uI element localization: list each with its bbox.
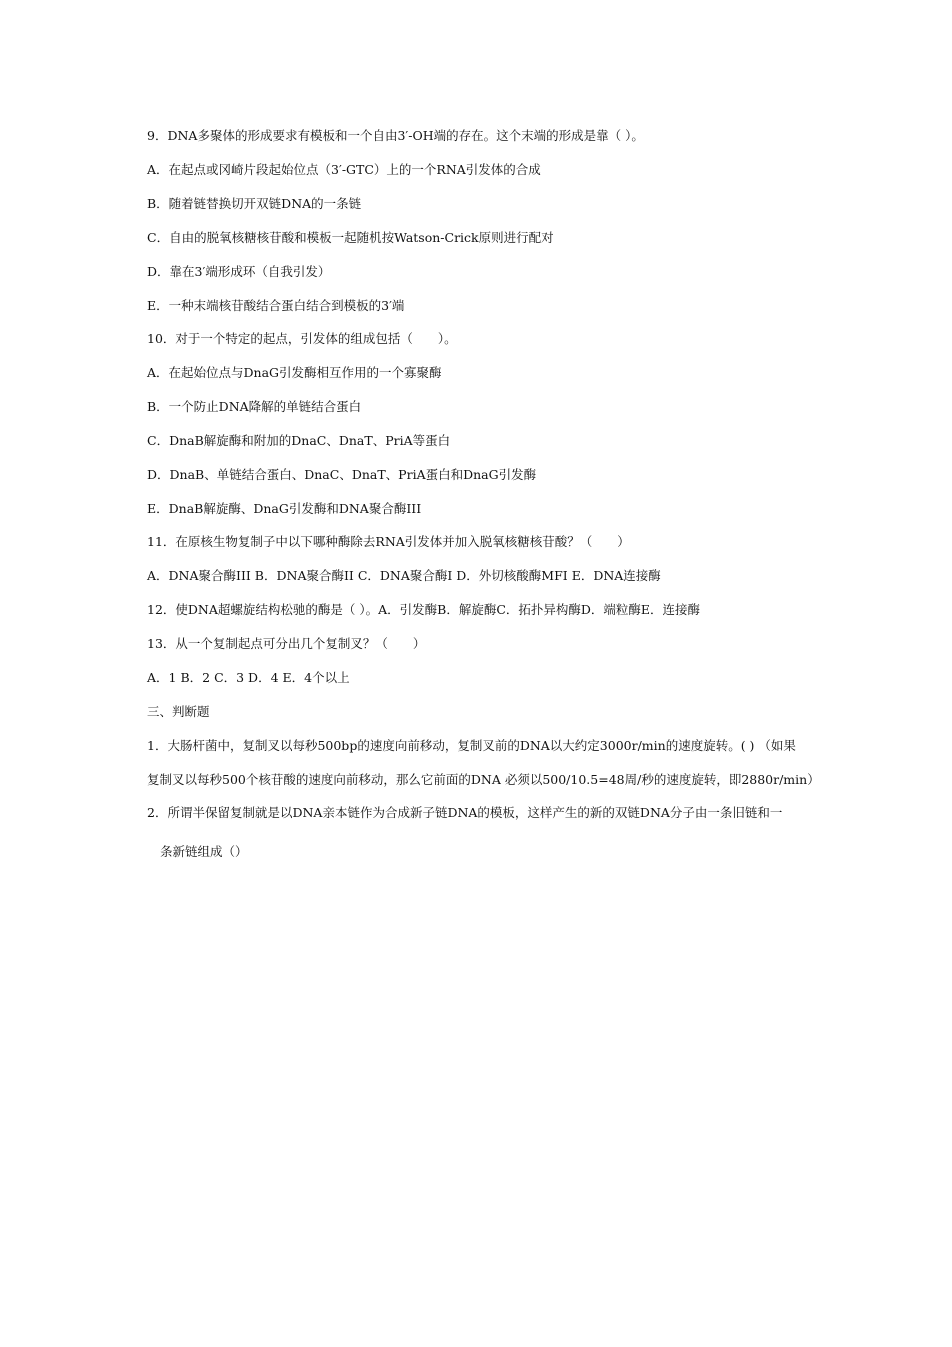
question-9-option-d: D．靠在3′端形成环（自我引发） <box>147 264 331 279</box>
question-10-option-b: B．一个防止DNA降解的单链结合蛋白 <box>147 399 362 414</box>
question-9-option-e: E．一种末端核苷酸结合蛋白结合到模板的3′端 <box>147 298 405 313</box>
question-13-stem: 13．从一个复制起点可分出几个复制叉？（ ） <box>147 636 426 651</box>
question-10-option-d: D．DnaB、单链结合蛋白、DnaC、DnaT、PriA蛋白和DnaG引发酶 <box>147 467 537 482</box>
question-9-option-b: B．随着链替换切开双链DNA的一条链 <box>147 196 362 211</box>
tf-question-2-line-1: 2．所谓半保留复制就是以DNA亲本链作为合成新子链DNA的模板，这样产生的新的双链DNA分子由一条旧链和一 <box>147 805 783 820</box>
question-9-stem: 9．DNA多聚体的形成要求有模板和一个自由3′-OH端的存在。这个末端的形成是靠（ ）。 <box>147 128 644 143</box>
question-11-options: A．DNA聚合酶III B．DNA聚合酶II C．DNA聚合酶I D．外切核酸酶MFI E．DNA连接酶 <box>147 568 661 583</box>
question-9-option-a: A．在起点或冈崎片段起始位点（3′-GTC）上的一个RNA引发体的合成 <box>147 162 541 177</box>
question-11-stem: 11．在原核生物复制子中以下哪种酶除去RNA引发体并加入脱氧核糖核苷酸？（ ） <box>147 534 630 549</box>
question-9-option-c: C．自由的脱氧核糖核苷酸和模板一起随机按Watson-Crick原则进行配对 <box>147 230 554 245</box>
tf-question-1-line-1: 1．大肠杆菌中，复制叉以每秒500bp的速度向前移动，复制叉前的DNA以大约定3000r/min的速度旋转。( ) （如果 <box>147 738 796 753</box>
question-10-option-c: C．DnaB解旋酶和附加的DnaC、DnaT、PriA等蛋白 <box>147 433 451 448</box>
question-10-option-a: A．在起始位点与DnaG引发酶相互作用的一个寡聚酶 <box>147 365 442 380</box>
tf-question-1-line-2: 复制叉以每秒500个核苷酸的速度向前移动，那么它前面的DNA 必须以500/10.5=48周/秒的速度旋转，即2880r/min） <box>147 772 820 787</box>
question-10-stem: 10．对于一个特定的起点，引发体的组成包括（ ）。 <box>147 331 457 346</box>
question-13-options: A．1 B．2 C．3 D．4 E．4个以上 <box>147 670 350 685</box>
question-10-option-e: E．DnaB解旋酶、DnaG引发酶和DNA聚合酶III <box>147 501 422 516</box>
tf-question-2-line-2: 条新链组成（） <box>160 844 248 859</box>
section-heading-true-false: 三、判断题 <box>147 704 210 719</box>
question-12: 12．使DNA超螺旋结构松驰的酶是（ ）。A．引发酶B．解旋酶C．拓扑异构酶D．端粒酶E．连接酶 <box>147 602 701 617</box>
